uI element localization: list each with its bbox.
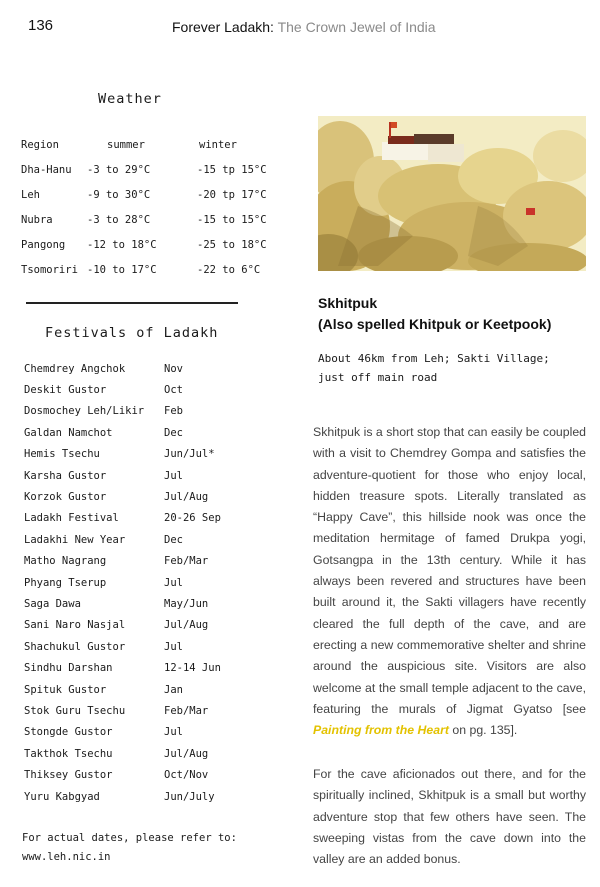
festival-name: Ladakh Festival: [24, 512, 119, 525]
weather-summer: -9 to 30°C: [87, 188, 151, 201]
weather-col-region: Region: [21, 138, 59, 151]
festival-month: May/Jun: [164, 597, 209, 610]
festival-row: [24, 444, 221, 465]
weather-region: Pangong: [21, 238, 66, 251]
festival-row: [24, 465, 221, 486]
festival-name: Stok Guru Tsechu: [24, 704, 126, 717]
festival-row: [24, 401, 221, 422]
place-title: [318, 293, 551, 335]
weather-header-row: [21, 132, 289, 157]
place-alt-spelling: (Also spelled Khitpuk or Keetpook): [318, 316, 552, 332]
place-location: [318, 349, 598, 387]
weather-row: [21, 207, 289, 232]
festival-row: [24, 593, 221, 614]
festival-name: Sani Naro Nasjal: [24, 619, 126, 632]
festival-row: [24, 679, 221, 700]
festival-name: Karsha Gustor: [24, 469, 107, 482]
festival-row: [24, 657, 221, 678]
festival-month: Jun/July: [164, 790, 215, 803]
weather-row: [21, 182, 289, 207]
festival-month: Jul/Aug: [164, 747, 209, 760]
weather-winter: -15 tp 15°C: [197, 163, 267, 176]
festival-row: [24, 722, 221, 743]
festival-row: [24, 529, 221, 550]
festival-name: Spituk Gustor: [24, 683, 107, 696]
weather-region: Dha-Hanu: [21, 163, 72, 176]
place-name: Skhitpuk: [318, 295, 378, 311]
footnote-url: www.leh.nic.in: [22, 851, 111, 863]
paragraph-text-end: on pg. 135].: [452, 723, 518, 738]
weather-winter: -15 to 15°C: [197, 213, 267, 226]
festival-month: 12-14 Jun: [164, 662, 221, 675]
running-head: [172, 19, 436, 35]
festival-row: [24, 379, 221, 400]
festival-month: Oct: [164, 384, 183, 397]
festival-month: Jul/Aug: [164, 491, 209, 504]
festival-row: [24, 615, 221, 636]
footnote-text: For actual dates, please refer to:: [22, 832, 237, 844]
festival-month: Jul: [164, 640, 183, 653]
weather-summer: -10 to 17°C: [87, 263, 157, 276]
festival-row: [24, 786, 221, 807]
location-line: just off main road: [318, 371, 438, 384]
festival-month: Jul: [164, 576, 183, 589]
festival-month: Oct/Nov: [164, 769, 209, 782]
weather-row: [21, 157, 289, 182]
festival-row: [24, 636, 221, 657]
festival-name: Korzok Gustor: [24, 491, 107, 504]
festival-month: Jan: [164, 683, 183, 696]
weather-col-summer: summer: [107, 138, 145, 151]
festival-month: Jul: [164, 469, 183, 482]
festival-name: Matho Nagrang: [24, 555, 107, 568]
article-paragraph: [313, 422, 586, 741]
cross-reference-link: Painting from the Heart: [313, 723, 449, 738]
festival-month: 20-26 Sep: [164, 512, 221, 525]
festival-month: Feb/Mar: [164, 704, 209, 717]
weather-summer: -3 to 29°C: [87, 163, 151, 176]
festival-name: Chemdrey Angchok: [24, 362, 126, 375]
festival-row: [24, 743, 221, 764]
skhitpuk-photo: [318, 116, 586, 271]
weather-winter: -25 to 18°C: [197, 238, 267, 251]
rocky-hillside-illustration: [318, 116, 586, 271]
weather-heading: Weather: [98, 91, 162, 107]
festival-month: Jul/Aug: [164, 619, 209, 632]
festival-name: Thiksey Gustor: [24, 769, 113, 782]
section-divider: [26, 302, 238, 304]
festival-row: [24, 422, 221, 443]
festival-name: Saga Dawa: [24, 597, 81, 610]
book-subtitle: The Crown Jewel of India: [277, 19, 436, 35]
page-number: 136: [28, 17, 54, 34]
weather-col-winter: winter: [199, 138, 237, 151]
weather-row: [21, 232, 289, 257]
weather-summer: -12 to 18°C: [87, 238, 157, 251]
weather-winter: -20 tp 17°C: [197, 188, 267, 201]
festival-row: [24, 486, 221, 507]
book-title: Forever Ladakh:: [172, 19, 274, 35]
festival-month: Dec: [164, 426, 183, 439]
weather-region: Nubra: [21, 213, 53, 226]
festival-name: Shachukul Gustor: [24, 640, 126, 653]
festival-month: Feb: [164, 405, 183, 418]
festival-name: Ladakhi New Year: [24, 533, 126, 546]
weather-winter: -22 to 6°C: [197, 263, 261, 276]
festival-month: Jul: [164, 726, 183, 739]
festival-name: Sindhu Darshan: [24, 662, 113, 675]
festival-row: [24, 508, 221, 529]
weather-region: Tsomoriri: [21, 263, 78, 276]
festival-name: Dosmochey Leh/Likir: [24, 405, 145, 418]
festival-row: [24, 700, 221, 721]
weather-region: Leh: [21, 188, 40, 201]
festival-month: Nov: [164, 362, 183, 375]
festival-name: Yuru Kabgyad: [24, 790, 100, 803]
festival-name: Deskit Gustor: [24, 384, 107, 397]
festival-month: Feb/Mar: [164, 555, 209, 568]
festival-name: Takthok Tsechu: [24, 747, 113, 760]
weather-summer: -3 to 28°C: [87, 213, 151, 226]
festival-row: [24, 572, 221, 593]
festival-row: [24, 551, 221, 572]
festivals-heading: Festivals of Ladakh: [45, 325, 219, 341]
article-paragraph: For the cave aficionados out there, and for the spiritually inclined, Skhitpuk is a small but worthy adventure stop that few others have seen. The sweeping vistas from the cave down into the valley are an added bonus.: [313, 767, 586, 867]
festival-row: [24, 358, 221, 379]
festival-name: Galdan Namchot: [24, 426, 113, 439]
festival-month: Dec: [164, 533, 183, 546]
festivals-table: [24, 358, 221, 807]
location-line: About 46km from Leh; Sakti Village;: [318, 352, 550, 365]
festival-name: Phyang Tserup: [24, 576, 107, 589]
festival-name: Stongde Gustor: [24, 726, 113, 739]
festival-footnote: [22, 829, 237, 867]
festival-row: [24, 764, 221, 785]
weather-table: [21, 132, 289, 282]
festival-month: Jun/Jul*: [164, 448, 215, 461]
weather-row: [21, 257, 289, 282]
festival-name: Hemis Tsechu: [24, 448, 100, 461]
paragraph-text: Skhitpuk is a short stop that can easily be coupled with a visit to Chemdrey Gompa and satisfies the adventure-quotient for those who enjoy local, hidden treasure spots. Literally translated as “Happy Cave”, this hillside nook was once the meditation hermitage of famed Drukpa yogi, Gotsangpa in the 13th century. While it has always been revered and structures have been built around it, the Sakti villagers have recently cleared the full depth of the cave, and are erecting a new commemorative shelter and shrine around the auspicious site. Visitors are also welcome at the small temple adjacent to the cave, featuring the murals of Jigmat Gyatso [see: [313, 425, 586, 716]
